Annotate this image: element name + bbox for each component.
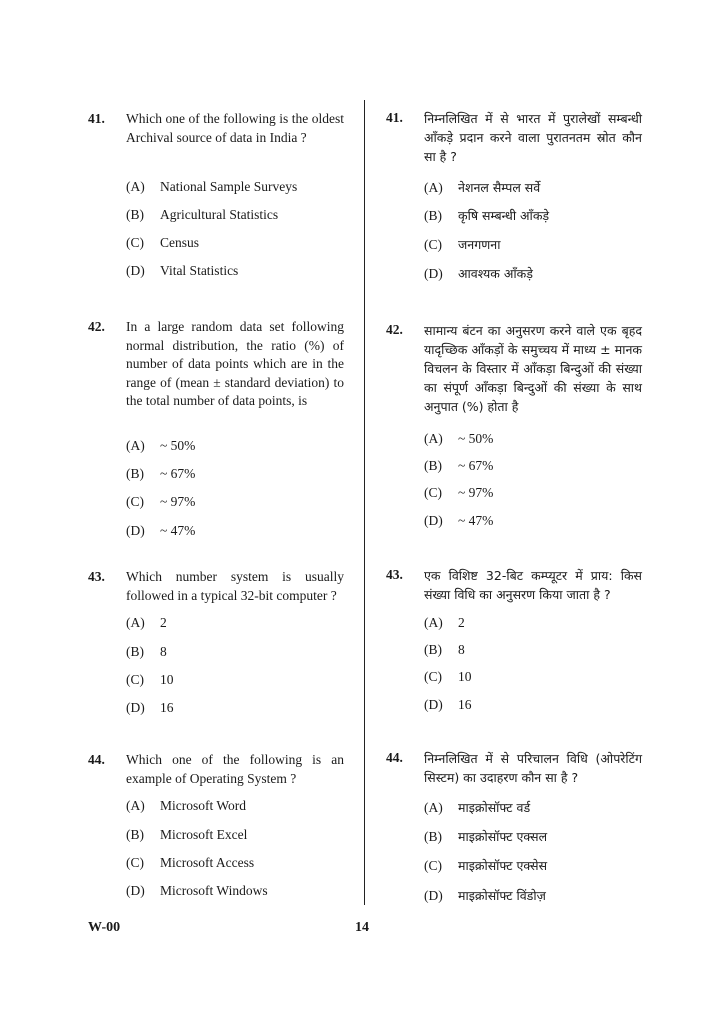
option-42a-hi [424, 430, 493, 448]
option-label: (A) [126, 179, 145, 194]
option-41a-en [126, 178, 297, 196]
option-label: (C) [424, 237, 442, 252]
option-label: (C) [126, 235, 144, 250]
option-42b-en [126, 465, 195, 483]
page-number: 14 [355, 920, 369, 935]
option-label: (D) [126, 883, 145, 898]
question-stem: एक विशिष्ट 32-बिट कम्प्यूटर में प्राय: किस संख्या विधि का अनुसरण किया जाता है ? [424, 568, 642, 602]
option-label: (B) [424, 642, 442, 657]
option-label: (B) [424, 208, 442, 223]
option-label: (C) [424, 669, 442, 684]
option-43a-hi [424, 614, 465, 632]
option-text: ~ 67% [160, 466, 196, 481]
option-text: नेशनल सैम्पल सर्वे [458, 180, 541, 195]
option-41b-en [126, 206, 278, 224]
option-text: Microsoft Access [160, 855, 255, 870]
option-text: 8 [160, 644, 167, 659]
option-41d-en [126, 262, 238, 280]
question-stem: Which one of the following is an example of Operating System ? [126, 752, 344, 786]
option-label: (C) [424, 858, 442, 873]
option-text: Microsoft Excel [160, 827, 248, 842]
option-text: National Sample Surveys [160, 179, 298, 194]
question-number: 41. [88, 111, 105, 126]
option-label: (C) [424, 485, 442, 500]
question-stem: निम्नलिखित में से भारत में पुरालेखों सम्बन्धी आँकड़े प्रदान करने वाला पुरातनतम स्रोत कौन सा है ? [424, 111, 642, 164]
option-text: Microsoft Windows [160, 883, 268, 898]
option-41c-hi [424, 236, 500, 254]
option-44b-hi [424, 828, 547, 846]
option-44c-hi [424, 857, 547, 875]
option-text: 10 [160, 672, 174, 687]
question-number: 42. [386, 322, 403, 337]
option-text: माइक्रोसॉफ्ट एक्सल [458, 829, 548, 844]
option-42b-hi [424, 457, 493, 475]
option-label: (A) [424, 180, 443, 195]
option-label: (D) [126, 263, 145, 278]
option-text: ~ 97% [458, 485, 494, 500]
paper-code: W-00 [88, 920, 121, 935]
option-44a-hi [424, 799, 530, 817]
option-43b-hi [424, 641, 465, 659]
option-text: ~ 97% [160, 494, 196, 509]
option-text: आवश्यक आँकड़े [458, 266, 533, 281]
option-text: Vital Statistics [160, 263, 239, 278]
option-label: (A) [126, 615, 145, 630]
option-label: (D) [424, 697, 443, 712]
question-number: 44. [386, 750, 403, 765]
option-41d-hi [424, 265, 533, 283]
option-label: (C) [126, 494, 144, 509]
option-text: कृषि सम्बन्धी आँकड़े [458, 208, 550, 223]
option-text: ~ 47% [160, 523, 196, 538]
option-43a-en [126, 614, 167, 632]
option-label: (B) [126, 827, 144, 842]
option-label: (D) [424, 888, 443, 903]
option-text: Microsoft Word [160, 798, 247, 813]
option-text: माइक्रोसॉफ्ट वर्ड [458, 800, 531, 815]
option-text: 10 [458, 669, 472, 684]
option-text: 16 [458, 697, 472, 712]
option-42c-hi [424, 484, 493, 502]
question-number: 44. [88, 752, 105, 767]
option-42a-en [126, 437, 195, 455]
option-label: (A) [126, 438, 145, 453]
option-43d-hi [424, 696, 472, 714]
question-stem: In a large random data set following normal distribution, the ratio (%) of number of data points which are in the range of (mean ± standard deviation) to the total number of data points, is [126, 319, 344, 408]
column-divider [364, 100, 365, 905]
option-label: (A) [126, 798, 145, 813]
option-41a-hi [424, 179, 540, 197]
question-number: 43. [386, 567, 403, 582]
option-text: ~ 50% [458, 431, 494, 446]
option-41c-en [126, 234, 199, 252]
option-text: 2 [458, 615, 465, 630]
option-text: Census [160, 235, 200, 250]
option-text: 2 [160, 615, 167, 630]
option-text: माइक्रोसॉफ्ट एक्सेस [458, 858, 548, 873]
option-text: ~ 47% [458, 513, 494, 528]
option-42d-en [126, 522, 195, 540]
option-text: 8 [458, 642, 465, 657]
question-number: 43. [88, 569, 105, 584]
option-42d-hi [424, 512, 493, 530]
option-text: माइक्रोसॉफ्ट विंडोज़ [458, 888, 546, 903]
option-label: (B) [424, 458, 442, 473]
option-label: (C) [126, 672, 144, 687]
option-label: (B) [424, 829, 442, 844]
option-label: (A) [424, 800, 443, 815]
option-43c-hi [424, 668, 472, 686]
option-label: (B) [126, 644, 144, 659]
option-label: (D) [424, 266, 443, 281]
question-stem: Which number system is usually followed in a typical 32-bit computer ? [126, 569, 344, 603]
option-label: (B) [126, 466, 144, 481]
option-44c-en [126, 854, 254, 872]
option-44d-en [126, 882, 268, 900]
option-text: Agricultural Statistics [160, 207, 279, 222]
question-stem: निम्नलिखित में से परिचालन विधि (ओपरेटिंग सिस्टम) का उदाहरण कौन सा है ? [424, 751, 642, 785]
option-label: (D) [126, 523, 145, 538]
option-text: ~ 67% [458, 458, 494, 473]
option-41b-hi [424, 207, 549, 225]
option-label: (D) [424, 513, 443, 528]
option-label: (A) [424, 431, 443, 446]
option-44b-en [126, 826, 247, 844]
question-stem: Which one of the following is the oldest Archival source of data in India ? [126, 111, 344, 145]
option-42c-en [126, 493, 195, 511]
option-43b-en [126, 643, 167, 661]
option-44a-en [126, 797, 246, 815]
option-label: (D) [126, 700, 145, 715]
option-44d-hi [424, 887, 546, 905]
option-text: ~ 50% [160, 438, 196, 453]
option-label: (A) [424, 615, 443, 630]
option-43c-en [126, 671, 174, 689]
option-43d-en [126, 699, 174, 717]
option-text: 16 [160, 700, 174, 715]
option-label: (C) [126, 855, 144, 870]
option-text: जनगणना [458, 237, 501, 252]
question-number: 42. [88, 319, 105, 334]
option-label: (B) [126, 207, 144, 222]
question-number: 41. [386, 110, 403, 125]
question-stem: सामान्य बंटन का अनुसरण करने वाले एक बृहद यादृच्छिक आँकड़ों के समुच्चय में माध्य ± मानक विचलन के विस्तार में आँकड़ा बिन्दुओं की संख्या का संपूर्ण आँकड़ा बिन्दुओं की संख्या के साथ अनुपात (%) होता है [424, 323, 642, 414]
